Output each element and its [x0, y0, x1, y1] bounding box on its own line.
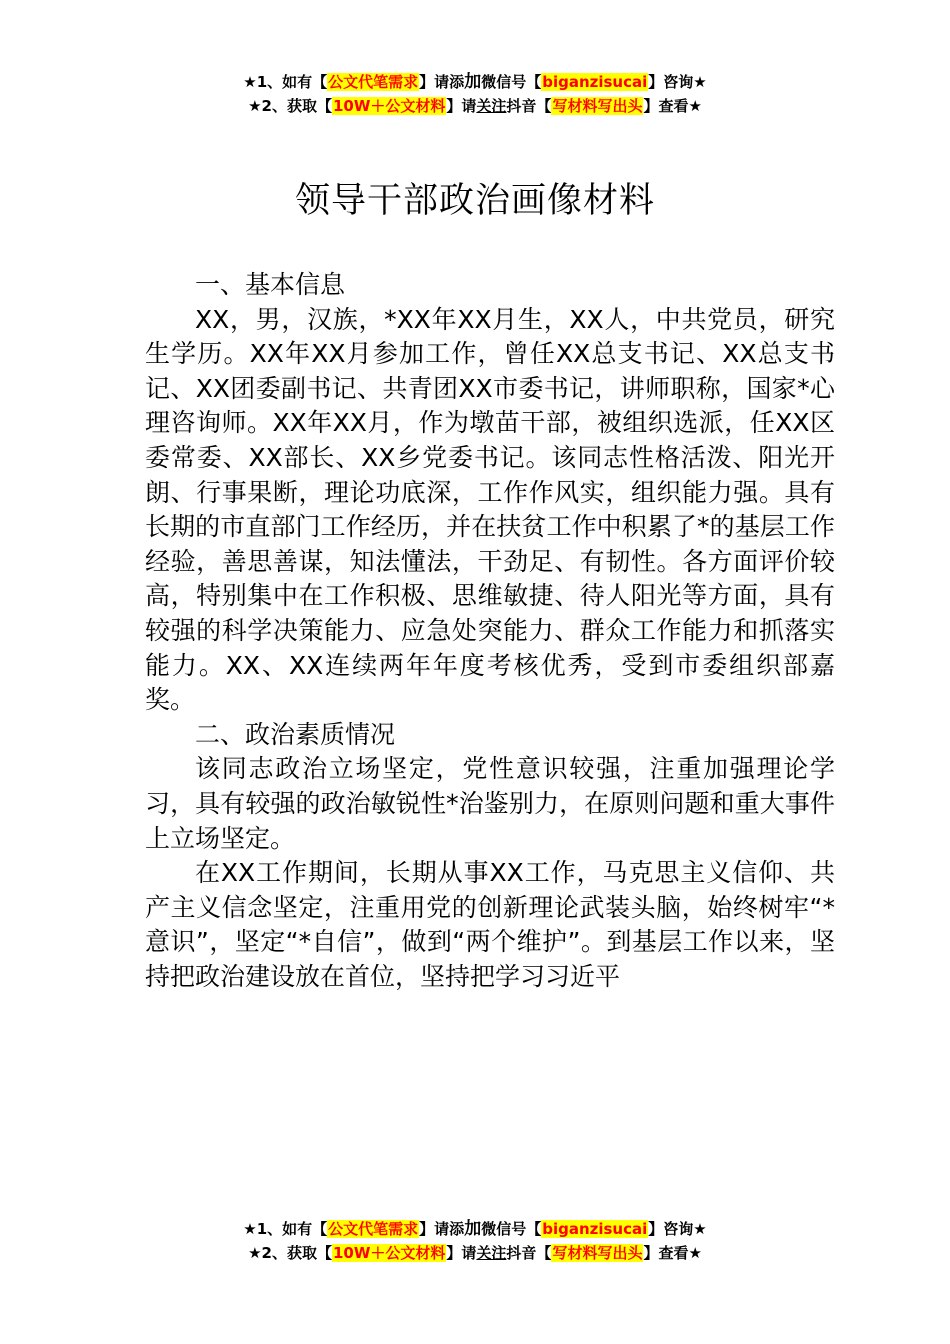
banner-line-1: [0, 1217, 950, 1241]
banner-text: 加: [464, 72, 482, 92]
banner-text: 微信号【: [481, 1220, 542, 1238]
document-title: 领导干部政治画像材料: [294, 181, 655, 221]
banner-text: 】请添: [419, 1220, 465, 1238]
banner-highlight: 写材料写出头: [552, 1244, 643, 1262]
banner-highlight: biganzisucai: [542, 73, 648, 91]
banner-text: ★1、如有【: [243, 1220, 328, 1238]
banner-text: 加: [464, 1219, 482, 1239]
banner-highlight: 10W＋公文材料: [332, 1244, 446, 1262]
document-body: [145, 268, 835, 994]
section-heading: 一、基本信息: [195, 270, 346, 299]
banner-text: 】请: [446, 1244, 477, 1262]
banner-text: 关注: [476, 97, 507, 115]
banner-text: ★1、如有【: [243, 73, 328, 91]
banner-text: 微信号【: [481, 73, 542, 91]
footer-banner: [0, 1217, 950, 1265]
banner-text: ★2、获取【: [248, 97, 332, 115]
banner-text: 】咨询★: [648, 1220, 707, 1238]
banner-text: 】请: [446, 97, 477, 115]
banner-text: 抖音【: [506, 97, 552, 115]
body-paragraph: 在XX工作期间，长期从事XX工作，马克思主义信仰、共产主义信念坚定，注重用党的创新理论武装头脑，始终树牢“*意识”，坚定“*自信”，做到“两个维护”。到基层工作以来，坚持把政治建设放在首位，坚持把学习习近平: [145, 858, 835, 991]
banner-text: 】查看★: [643, 1244, 702, 1262]
body-paragraph: XX，男，汉族，*XX年XX月生，XX人，中共党员，研究生学历。XX年XX月参加工作，曾任XX总支书记、XX总支书记、XX团委副书记、共青团XX市委书记，讲师职称，国家*心理咨询师。XX年XX月，作为墩苗干部，被组织选派，任XX区委常委、XX部长、XX乡党委书记。该同志性格活泼、阳光开朗、行事果断，理论功底深，工作作风实，组织能力强。具有长期的市直部门工作经历，并在扶贫工作中积累了*的基层工作经验，善思善谋，知法懂法，干劲足、有韧性。各方面评价较高，特别集中在工作积极、思维敏捷、待人阳光等方面，具有较强的科学决策能力、应急处突能力、群众工作能力和抓落实能力。XX、XX连续两年年度考核优秀，受到市委组织部嘉奖。: [145, 304, 835, 715]
banner-text: 】请添: [419, 73, 465, 91]
banner-highlight: 写材料写出头: [552, 97, 643, 115]
banner-line-2: [0, 1241, 950, 1265]
banner-highlight: biganzisucai: [542, 1220, 648, 1238]
banner-highlight: 10W＋公文材料: [332, 97, 446, 115]
body-paragraph: 该同志政治立场坚定，党性意识较强，注重加强理论学习，具有较强的政治敏锐性*治鉴别力，在原则问题和重大事件上立场坚定。: [145, 754, 835, 853]
banner-text: 】咨询★: [648, 73, 707, 91]
banner-highlight: 公文代笔需求: [328, 73, 419, 91]
banner-line-2: [0, 94, 950, 118]
banner-text: 关注: [476, 1244, 507, 1262]
banner-highlight: 公文代笔需求: [328, 1220, 419, 1238]
banner-line-1: [0, 70, 950, 94]
banner-text: 】查看★: [643, 97, 702, 115]
banner-text: 抖音【: [506, 1244, 552, 1262]
section-heading: 二、政治素质情况: [195, 719, 396, 749]
banner-text: ★2、获取【: [248, 1244, 332, 1262]
header-banner: [0, 70, 950, 118]
